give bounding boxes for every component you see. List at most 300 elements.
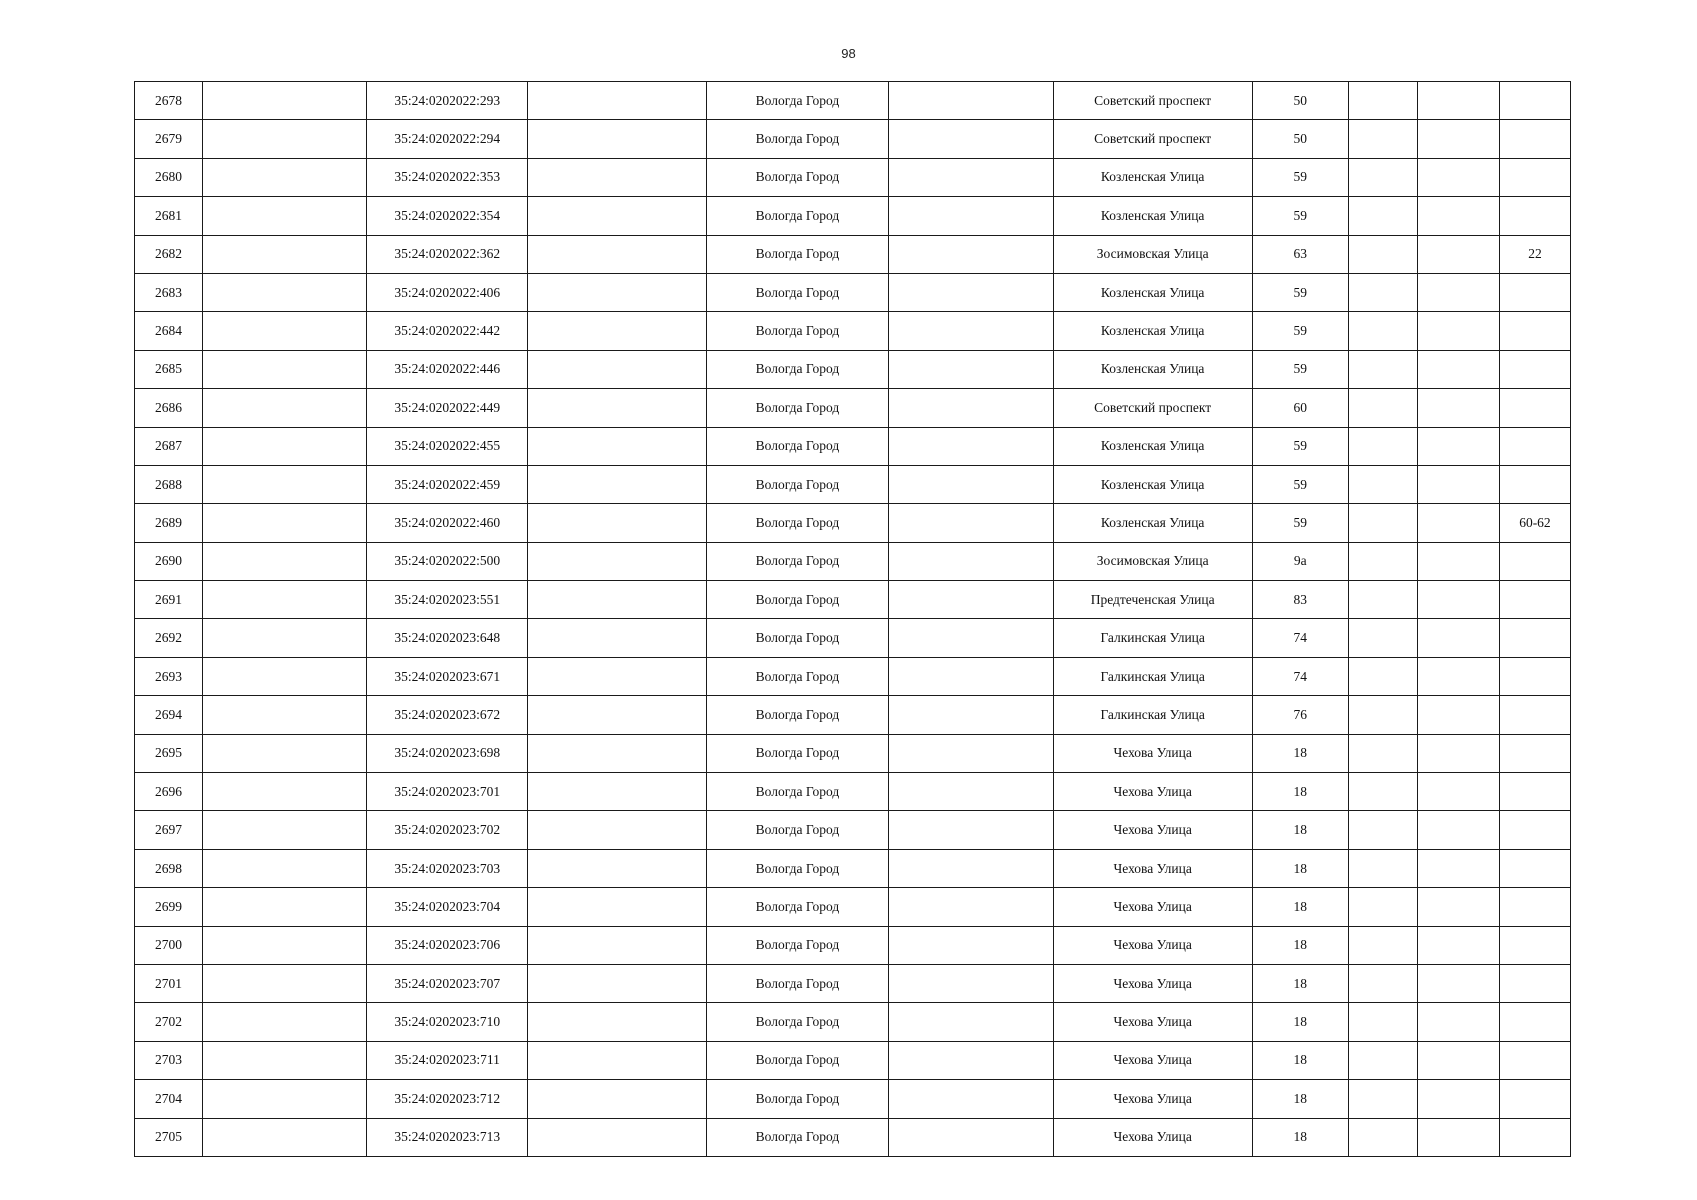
empty-cell: [1417, 504, 1499, 542]
apartment-cell: [1499, 273, 1570, 311]
table-row: [135, 427, 1571, 465]
empty-cell: [1417, 888, 1499, 926]
empty-cell: [1348, 696, 1417, 734]
empty-cell: [528, 734, 707, 772]
apartment-cell: [1499, 158, 1570, 196]
row-number-cell: 2679: [135, 120, 203, 158]
empty-cell: [888, 888, 1053, 926]
registry-table: [134, 81, 1571, 1157]
empty-cell: [203, 542, 367, 580]
empty-cell: [1417, 120, 1499, 158]
row-number-cell: 2684: [135, 312, 203, 350]
cadastral-number-cell: 35:24:0202023:704: [367, 888, 528, 926]
house-number-cell: 18: [1252, 849, 1348, 887]
empty-cell: [1417, 1003, 1499, 1041]
empty-cell: [1348, 581, 1417, 619]
table-row: [135, 504, 1571, 542]
empty-cell: [1417, 734, 1499, 772]
empty-cell: [203, 1080, 367, 1118]
cadastral-number-cell: 35:24:0202023:551: [367, 581, 528, 619]
locality-cell: Вологда Город: [707, 888, 888, 926]
empty-cell: [1348, 120, 1417, 158]
empty-cell: [203, 926, 367, 964]
row-number-cell: 2695: [135, 734, 203, 772]
empty-cell: [528, 197, 707, 235]
table-row: [135, 389, 1571, 427]
empty-cell: [203, 657, 367, 695]
empty-cell: [888, 811, 1053, 849]
locality-cell: Вологда Город: [707, 465, 888, 503]
apartment-cell: [1499, 926, 1570, 964]
table-row: [135, 273, 1571, 311]
house-number-cell: 59: [1252, 158, 1348, 196]
empty-cell: [888, 657, 1053, 695]
house-number-cell: 18: [1252, 734, 1348, 772]
apartment-cell: [1499, 542, 1570, 580]
table-row: [135, 849, 1571, 887]
empty-cell: [528, 657, 707, 695]
locality-cell: Вологда Город: [707, 82, 888, 120]
street-cell: Зосимовская Улица: [1053, 235, 1252, 273]
house-number-cell: 18: [1252, 964, 1348, 1002]
row-number-cell: 2691: [135, 581, 203, 619]
empty-cell: [528, 581, 707, 619]
empty-cell: [1348, 158, 1417, 196]
cadastral-number-cell: 35:24:0202023:698: [367, 734, 528, 772]
apartment-cell: [1499, 581, 1570, 619]
row-number-cell: 2689: [135, 504, 203, 542]
empty-cell: [203, 465, 367, 503]
registry-table-body: [135, 82, 1571, 1157]
empty-cell: [1417, 1041, 1499, 1079]
empty-cell: [1348, 312, 1417, 350]
house-number-cell: 18: [1252, 773, 1348, 811]
cadastral-number-cell: 35:24:0202023:706: [367, 926, 528, 964]
empty-cell: [203, 273, 367, 311]
street-cell: Козленская Улица: [1053, 504, 1252, 542]
empty-cell: [888, 312, 1053, 350]
empty-cell: [888, 542, 1053, 580]
apartment-cell: [1499, 312, 1570, 350]
cadastral-number-cell: 35:24:0202022:362: [367, 235, 528, 273]
apartment-cell: [1499, 389, 1570, 427]
table-row: [135, 120, 1571, 158]
empty-cell: [1417, 657, 1499, 695]
cadastral-number-cell: 35:24:0202022:500: [367, 542, 528, 580]
empty-cell: [528, 465, 707, 503]
street-cell: Козленская Улица: [1053, 312, 1252, 350]
empty-cell: [203, 964, 367, 1002]
house-number-cell: 18: [1252, 1118, 1348, 1156]
cadastral-number-cell: 35:24:0202023:713: [367, 1118, 528, 1156]
empty-cell: [888, 964, 1053, 1002]
apartment-cell: [1499, 1003, 1570, 1041]
empty-cell: [1417, 350, 1499, 388]
empty-cell: [1348, 773, 1417, 811]
locality-cell: Вологда Город: [707, 581, 888, 619]
cadastral-number-cell: 35:24:0202023:672: [367, 696, 528, 734]
empty-cell: [203, 197, 367, 235]
row-number-cell: 2686: [135, 389, 203, 427]
apartment-cell: [1499, 1080, 1570, 1118]
empty-cell: [203, 427, 367, 465]
table-row: [135, 657, 1571, 695]
apartment-cell: [1499, 197, 1570, 235]
locality-cell: Вологда Город: [707, 273, 888, 311]
cadastral-number-cell: 35:24:0202023:712: [367, 1080, 528, 1118]
apartment-cell: [1499, 734, 1570, 772]
empty-cell: [1348, 273, 1417, 311]
empty-cell: [888, 1041, 1053, 1079]
empty-cell: [1417, 273, 1499, 311]
apartment-cell: [1499, 888, 1570, 926]
empty-cell: [1417, 312, 1499, 350]
locality-cell: Вологда Город: [707, 158, 888, 196]
empty-cell: [528, 773, 707, 811]
table-row: [135, 312, 1571, 350]
street-cell: Чехова Улица: [1053, 888, 1252, 926]
street-cell: Чехова Улица: [1053, 1041, 1252, 1079]
empty-cell: [888, 734, 1053, 772]
empty-cell: [888, 158, 1053, 196]
empty-cell: [528, 120, 707, 158]
cadastral-number-cell: 35:24:0202022:293: [367, 82, 528, 120]
empty-cell: [1417, 849, 1499, 887]
cadastral-number-cell: 35:24:0202023:702: [367, 811, 528, 849]
street-cell: Зосимовская Улица: [1053, 542, 1252, 580]
street-cell: Чехова Улица: [1053, 1118, 1252, 1156]
locality-cell: Вологда Город: [707, 504, 888, 542]
empty-cell: [203, 158, 367, 196]
table-row: [135, 888, 1571, 926]
house-number-cell: 59: [1252, 465, 1348, 503]
locality-cell: Вологда Город: [707, 734, 888, 772]
street-cell: Советский проспект: [1053, 389, 1252, 427]
empty-cell: [1417, 389, 1499, 427]
empty-cell: [1417, 619, 1499, 657]
empty-cell: [1417, 811, 1499, 849]
empty-cell: [203, 619, 367, 657]
empty-cell: [888, 389, 1053, 427]
empty-cell: [203, 696, 367, 734]
locality-cell: Вологда Город: [707, 1041, 888, 1079]
row-number-cell: 2701: [135, 964, 203, 1002]
empty-cell: [528, 888, 707, 926]
row-number-cell: 2703: [135, 1041, 203, 1079]
cadastral-number-cell: 35:24:0202023:707: [367, 964, 528, 1002]
apartment-cell: [1499, 82, 1570, 120]
empty-cell: [1417, 926, 1499, 964]
cadastral-number-cell: 35:24:0202023:648: [367, 619, 528, 657]
empty-cell: [203, 82, 367, 120]
street-cell: Козленская Улица: [1053, 465, 1252, 503]
empty-cell: [528, 158, 707, 196]
locality-cell: Вологда Город: [707, 1003, 888, 1041]
locality-cell: Вологда Город: [707, 350, 888, 388]
apartment-cell: [1499, 657, 1570, 695]
empty-cell: [1348, 197, 1417, 235]
row-number-cell: 2688: [135, 465, 203, 503]
locality-cell: Вологда Город: [707, 696, 888, 734]
street-cell: Чехова Улица: [1053, 1003, 1252, 1041]
empty-cell: [1417, 964, 1499, 1002]
empty-cell: [203, 312, 367, 350]
house-number-cell: 18: [1252, 888, 1348, 926]
empty-cell: [1348, 1003, 1417, 1041]
empty-cell: [1348, 811, 1417, 849]
row-number-cell: 2693: [135, 657, 203, 695]
row-number-cell: 2700: [135, 926, 203, 964]
row-number-cell: 2698: [135, 849, 203, 887]
row-number-cell: 2685: [135, 350, 203, 388]
empty-cell: [528, 926, 707, 964]
house-number-cell: 9а: [1252, 542, 1348, 580]
house-number-cell: 59: [1252, 504, 1348, 542]
row-number-cell: 2704: [135, 1080, 203, 1118]
cadastral-number-cell: 35:24:0202022:354: [367, 197, 528, 235]
empty-cell: [1348, 619, 1417, 657]
apartment-cell: [1499, 350, 1570, 388]
empty-cell: [1348, 350, 1417, 388]
row-number-cell: 2705: [135, 1118, 203, 1156]
locality-cell: Вологда Город: [707, 619, 888, 657]
locality-cell: Вологда Город: [707, 235, 888, 273]
street-cell: Чехова Улица: [1053, 964, 1252, 1002]
apartment-cell: [1499, 427, 1570, 465]
empty-cell: [1348, 389, 1417, 427]
cadastral-number-cell: 35:24:0202022:460: [367, 504, 528, 542]
cadastral-number-cell: 35:24:0202023:701: [367, 773, 528, 811]
empty-cell: [888, 427, 1053, 465]
empty-cell: [203, 734, 367, 772]
empty-cell: [888, 197, 1053, 235]
empty-cell: [203, 811, 367, 849]
house-number-cell: 59: [1252, 350, 1348, 388]
empty-cell: [528, 542, 707, 580]
empty-cell: [1348, 82, 1417, 120]
table-row: [135, 773, 1571, 811]
table-row: [135, 1003, 1571, 1041]
empty-cell: [1417, 581, 1499, 619]
cadastral-number-cell: 35:24:0202022:459: [367, 465, 528, 503]
cadastral-number-cell: 35:24:0202022:449: [367, 389, 528, 427]
cadastral-number-cell: 35:24:0202023:711: [367, 1041, 528, 1079]
table-row: [135, 235, 1571, 273]
empty-cell: [528, 273, 707, 311]
street-cell: Чехова Улица: [1053, 926, 1252, 964]
empty-cell: [528, 1003, 707, 1041]
house-number-cell: 50: [1252, 120, 1348, 158]
empty-cell: [1417, 427, 1499, 465]
empty-cell: [203, 849, 367, 887]
empty-cell: [888, 581, 1053, 619]
empty-cell: [528, 389, 707, 427]
empty-cell: [888, 1118, 1053, 1156]
table-row: [135, 696, 1571, 734]
street-cell: Чехова Улица: [1053, 734, 1252, 772]
row-number-cell: 2694: [135, 696, 203, 734]
house-number-cell: 76: [1252, 696, 1348, 734]
street-cell: Чехова Улица: [1053, 1080, 1252, 1118]
table-row: [135, 197, 1571, 235]
empty-cell: [528, 350, 707, 388]
empty-cell: [1348, 926, 1417, 964]
cadastral-number-cell: 35:24:0202023:671: [367, 657, 528, 695]
empty-cell: [203, 1003, 367, 1041]
empty-cell: [1417, 158, 1499, 196]
empty-cell: [1348, 542, 1417, 580]
table-row: [135, 734, 1571, 772]
apartment-cell: [1499, 120, 1570, 158]
empty-cell: [888, 120, 1053, 158]
table-row: [135, 158, 1571, 196]
locality-cell: Вологда Город: [707, 120, 888, 158]
empty-cell: [1348, 657, 1417, 695]
locality-cell: Вологда Город: [707, 657, 888, 695]
empty-cell: [528, 1118, 707, 1156]
locality-cell: Вологда Город: [707, 926, 888, 964]
apartment-cell: [1499, 964, 1570, 1002]
cadastral-number-cell: 35:24:0202022:406: [367, 273, 528, 311]
empty-cell: [1417, 197, 1499, 235]
house-number-cell: 59: [1252, 197, 1348, 235]
empty-cell: [1348, 888, 1417, 926]
street-cell: Галкинская Улица: [1053, 657, 1252, 695]
empty-cell: [1348, 849, 1417, 887]
apartment-cell: [1499, 773, 1570, 811]
house-number-cell: 18: [1252, 1041, 1348, 1079]
house-number-cell: 18: [1252, 926, 1348, 964]
empty-cell: [1417, 773, 1499, 811]
empty-cell: [1417, 235, 1499, 273]
empty-cell: [888, 1003, 1053, 1041]
apartment-cell: [1499, 696, 1570, 734]
empty-cell: [1348, 504, 1417, 542]
house-number-cell: 74: [1252, 619, 1348, 657]
empty-cell: [888, 350, 1053, 388]
street-cell: Козленская Улица: [1053, 350, 1252, 388]
empty-cell: [888, 465, 1053, 503]
row-number-cell: 2692: [135, 619, 203, 657]
apartment-cell: [1499, 1118, 1570, 1156]
table-row: [135, 811, 1571, 849]
row-number-cell: 2683: [135, 273, 203, 311]
empty-cell: [1417, 542, 1499, 580]
empty-cell: [203, 1041, 367, 1079]
house-number-cell: 18: [1252, 1003, 1348, 1041]
street-cell: Козленская Улица: [1053, 427, 1252, 465]
table-row: [135, 1118, 1571, 1156]
street-cell: Галкинская Улица: [1053, 619, 1252, 657]
locality-cell: Вологда Город: [707, 197, 888, 235]
apartment-cell: 22: [1499, 235, 1570, 273]
apartment-cell: [1499, 619, 1570, 657]
empty-cell: [888, 849, 1053, 887]
empty-cell: [528, 964, 707, 1002]
row-number-cell: 2696: [135, 773, 203, 811]
street-cell: Чехова Улица: [1053, 811, 1252, 849]
row-number-cell: 2681: [135, 197, 203, 235]
empty-cell: [888, 235, 1053, 273]
house-number-cell: 74: [1252, 657, 1348, 695]
empty-cell: [1348, 1080, 1417, 1118]
row-number-cell: 2690: [135, 542, 203, 580]
house-number-cell: 59: [1252, 312, 1348, 350]
empty-cell: [203, 888, 367, 926]
house-number-cell: 83: [1252, 581, 1348, 619]
row-number-cell: 2699: [135, 888, 203, 926]
house-number-cell: 18: [1252, 1080, 1348, 1118]
empty-cell: [528, 1080, 707, 1118]
locality-cell: Вологда Город: [707, 811, 888, 849]
empty-cell: [888, 619, 1053, 657]
empty-cell: [1417, 1080, 1499, 1118]
empty-cell: [203, 504, 367, 542]
empty-cell: [203, 120, 367, 158]
table-row: [135, 1041, 1571, 1079]
street-cell: Предтеченская Улица: [1053, 581, 1252, 619]
apartment-cell: [1499, 1041, 1570, 1079]
empty-cell: [888, 773, 1053, 811]
street-cell: Чехова Улица: [1053, 773, 1252, 811]
empty-cell: [203, 235, 367, 273]
street-cell: Советский проспект: [1053, 82, 1252, 120]
cadastral-number-cell: 35:24:0202022:455: [367, 427, 528, 465]
empty-cell: [1348, 235, 1417, 273]
street-cell: Козленская Улица: [1053, 197, 1252, 235]
empty-cell: [203, 1118, 367, 1156]
street-cell: Галкинская Улица: [1053, 696, 1252, 734]
locality-cell: Вологда Город: [707, 312, 888, 350]
empty-cell: [888, 926, 1053, 964]
empty-cell: [528, 235, 707, 273]
empty-cell: [528, 811, 707, 849]
row-number-cell: 2678: [135, 82, 203, 120]
empty-cell: [1348, 734, 1417, 772]
cadastral-number-cell: 35:24:0202023:703: [367, 849, 528, 887]
empty-cell: [888, 504, 1053, 542]
house-number-cell: 60: [1252, 389, 1348, 427]
empty-cell: [1348, 1041, 1417, 1079]
empty-cell: [528, 82, 707, 120]
cadastral-number-cell: 35:24:0202023:710: [367, 1003, 528, 1041]
empty-cell: [528, 427, 707, 465]
empty-cell: [888, 82, 1053, 120]
page-number: 98: [841, 46, 856, 61]
house-number-cell: 59: [1252, 273, 1348, 311]
empty-cell: [203, 350, 367, 388]
street-cell: Советский проспект: [1053, 120, 1252, 158]
locality-cell: Вологда Город: [707, 773, 888, 811]
cadastral-number-cell: 35:24:0202022:294: [367, 120, 528, 158]
row-number-cell: 2682: [135, 235, 203, 273]
empty-cell: [528, 312, 707, 350]
street-cell: Чехова Улица: [1053, 849, 1252, 887]
empty-cell: [888, 1080, 1053, 1118]
apartment-cell: 60-62: [1499, 504, 1570, 542]
empty-cell: [203, 773, 367, 811]
empty-cell: [528, 619, 707, 657]
row-number-cell: 2680: [135, 158, 203, 196]
house-number-cell: 59: [1252, 427, 1348, 465]
house-number-cell: 50: [1252, 82, 1348, 120]
table-row: [135, 1080, 1571, 1118]
locality-cell: Вологда Город: [707, 1080, 888, 1118]
empty-cell: [528, 849, 707, 887]
locality-cell: Вологда Город: [707, 964, 888, 1002]
table-row: [135, 542, 1571, 580]
street-cell: Козленская Улица: [1053, 158, 1252, 196]
